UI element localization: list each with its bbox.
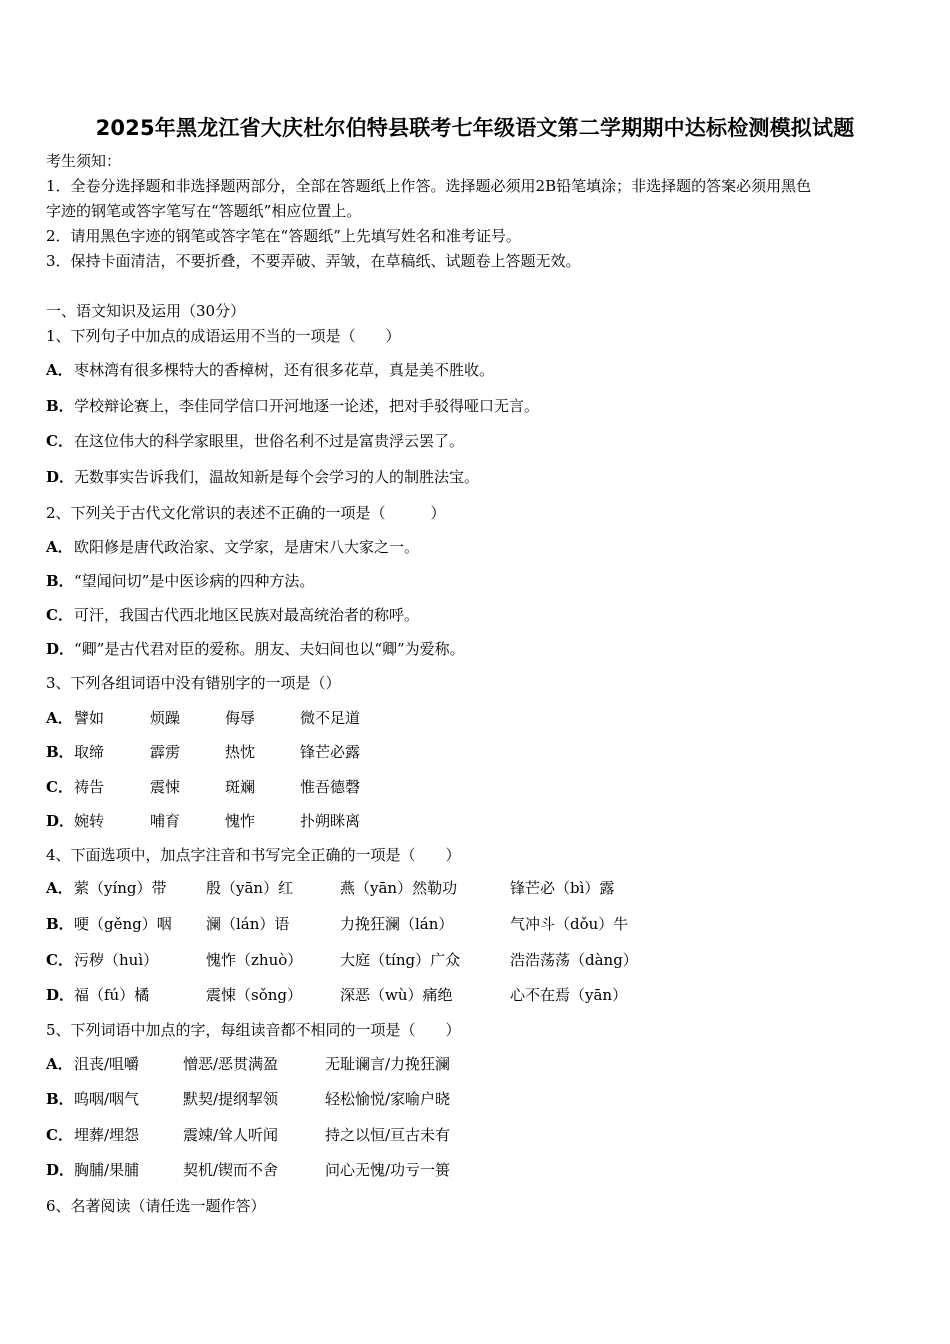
word: 霹雳 <box>150 743 181 761</box>
word: 扑朔眯离 <box>300 812 361 830</box>
word: 祷告 <box>74 778 105 796</box>
question-6-stem: 6、名著阅读（请任选一题作答） <box>46 1197 266 1215</box>
question-4-option-c <box>46 950 74 970</box>
question-3-option-b <box>46 742 74 762</box>
question-4-option-a <box>46 878 74 898</box>
question-2-option-b <box>46 571 314 591</box>
word: 胸脯/果脯 <box>74 1161 140 1179</box>
word: 呜咽/咽气 <box>74 1090 140 1108</box>
question-2-stem: 2、下列关于古代文化常识的表述不正确的一项是（ ） <box>46 504 446 522</box>
word: 污秽（huì） <box>74 951 159 969</box>
question-1-option-c <box>46 431 464 451</box>
question-1-option-b <box>46 396 539 416</box>
notice-heading: 考生须知： <box>46 152 122 170</box>
option-label: A． <box>46 879 73 897</box>
word: 燕（yān）然勒功 <box>340 879 458 897</box>
word: 气冲斗（dǒu）牛 <box>510 915 629 933</box>
section-heading: 一、语文知识及运用（30分） <box>46 302 246 320</box>
option-label: D． <box>46 986 75 1004</box>
question-2-option-d <box>46 639 465 659</box>
notice-line-3: 3．保持卡面清洁，不要折叠，不要弄破、弄皱，在草稿纸、试题卷上答题无效。 <box>46 252 581 270</box>
question-5-option-d <box>46 1160 74 1180</box>
word: 埋葬/埋怨 <box>74 1126 140 1144</box>
option-text: 在这位伟大的科学家眼里，世俗名利不过是富贵浮云罢了。 <box>74 432 465 450</box>
word: 微不足道 <box>300 709 361 727</box>
word: 轻松愉悦/家喻户晓 <box>325 1090 451 1108</box>
question-4-option-d <box>46 985 74 1005</box>
option-label: B． <box>46 572 74 590</box>
option-text: “卿”是古代君对臣的爱称。朋友、夫妇间也以“卿”为爱称。 <box>74 640 465 658</box>
option-label: B． <box>46 397 74 415</box>
word: 震竦/耸人听闻 <box>183 1126 279 1144</box>
word: 烦躁 <box>150 709 181 727</box>
option-label: A． <box>46 1055 73 1073</box>
question-2-option-a <box>46 537 419 557</box>
option-text: 欧阳修是唐代政治家、文学家，是唐宋八大家之一。 <box>74 538 420 556</box>
word: 哽（gěng）咽 <box>74 915 172 933</box>
question-3-option-d <box>46 811 74 831</box>
word: 无耻谰言/力挽狂澜 <box>325 1055 451 1073</box>
question-1-option-a <box>46 360 494 380</box>
word: 澜（lán）语 <box>206 915 290 933</box>
word: 震悚（sǒng） <box>206 986 302 1004</box>
word: 锋芒必露 <box>300 743 361 761</box>
word: 憎恶/恶贯满盈 <box>183 1055 279 1073</box>
option-label: B． <box>46 915 74 933</box>
word: 惟吾德磬 <box>300 778 361 796</box>
notice-line-1b: 字迹的钢笔或答字笔写在“答题纸”相应位置上。 <box>46 202 362 220</box>
word: 默契/提纲挈领 <box>183 1090 279 1108</box>
question-1-option-d <box>46 467 479 487</box>
option-text: 可汗，我国古代西北地区民族对最高统治者的称呼。 <box>74 606 420 624</box>
word: 深恶（wù）痛绝 <box>340 986 453 1004</box>
option-label: D． <box>46 1161 75 1179</box>
option-label: C． <box>46 606 73 624</box>
page-title: 2025年黑龙江省大庆杜尔伯特县联考七年级语文第二学期期中达标检测模拟试题 <box>95 116 855 140</box>
option-label: C． <box>46 432 73 450</box>
question-3-stem: 3、下列各组词语中没有错别字的一项是（） <box>46 674 341 692</box>
word: 愧怍 <box>225 812 256 830</box>
question-4-stem: 4、下面选项中，加点字注音和书写完全正确的一项是（ ） <box>46 846 461 864</box>
word: 浩浩荡荡（dàng） <box>510 951 638 969</box>
word: 萦（yíng）带 <box>74 879 167 897</box>
word: 斑斓 <box>225 778 256 796</box>
option-label: C． <box>46 951 73 969</box>
question-5-option-c <box>46 1125 74 1145</box>
option-label: D． <box>46 468 75 486</box>
option-label: B． <box>46 743 74 761</box>
option-label: C． <box>46 778 73 796</box>
word: 取缔 <box>74 743 105 761</box>
word: 譬如 <box>74 709 105 727</box>
question-3-option-c <box>46 777 74 797</box>
word: 沮丧/咀嚼 <box>74 1055 140 1073</box>
word: 愧怍（zhuò） <box>206 951 303 969</box>
option-label: A． <box>46 361 73 379</box>
option-text: 无数事实告诉我们，温故知新是每个会学习的人的制胜法宝。 <box>74 468 480 486</box>
question-5-option-b <box>46 1089 74 1109</box>
word: 震悚 <box>150 778 181 796</box>
word: 大庭（tíng）广众 <box>340 951 461 969</box>
question-1-stem: 1、下列句子中加点的成语运用不当的一项是（ ） <box>46 327 401 345</box>
question-5-stem: 5、下列词语中加点的字，每组读音都不相同的一项是（ ） <box>46 1021 461 1039</box>
notice-line-2: 2．请用黑色字迹的钢笔或答字笔在“答题纸”上先填写姓名和准考证号。 <box>46 227 521 245</box>
option-label: D． <box>46 812 75 830</box>
option-text: 学校辩论赛上，李佳同学信口开河地逐一论述，把对手驳得哑口无言。 <box>74 397 540 415</box>
option-label: D． <box>46 640 75 658</box>
question-5-option-a <box>46 1054 74 1074</box>
option-text: “望闻问切”是中医诊病的四种方法。 <box>74 572 315 590</box>
word: 热忱 <box>225 743 256 761</box>
question-4-option-b <box>46 914 74 934</box>
notice-line-1: 1．全卷分选择题和非选择题两部分，全部在答题纸上作答。选择题必须用2B铅笔填涂；非选择题的答案必须用黑色 <box>46 177 812 195</box>
option-label: C． <box>46 1126 73 1144</box>
word: 殷（yān）红 <box>206 879 294 897</box>
word: 心不在焉（yān） <box>510 986 628 1004</box>
option-text: 枣林湾有很多棵特大的香樟树，还有很多花草，真是美不胜收。 <box>74 361 495 379</box>
option-label: B． <box>46 1090 74 1108</box>
word: 问心无愧/功亏一篑 <box>325 1161 451 1179</box>
word: 侮辱 <box>225 709 256 727</box>
word: 福（fú）橘 <box>74 986 150 1004</box>
question-2-option-c <box>46 605 419 625</box>
question-3-option-a <box>46 708 74 728</box>
word: 契机/锲而不舍 <box>183 1161 279 1179</box>
word: 哺育 <box>150 812 181 830</box>
word: 锋芒必（bì）露 <box>510 879 615 897</box>
word: 婉转 <box>74 812 105 830</box>
option-label: A． <box>46 538 73 556</box>
option-label: A． <box>46 709 73 727</box>
word: 力挽狂澜（lán） <box>340 915 454 933</box>
word: 持之以恒/亘古未有 <box>325 1126 451 1144</box>
